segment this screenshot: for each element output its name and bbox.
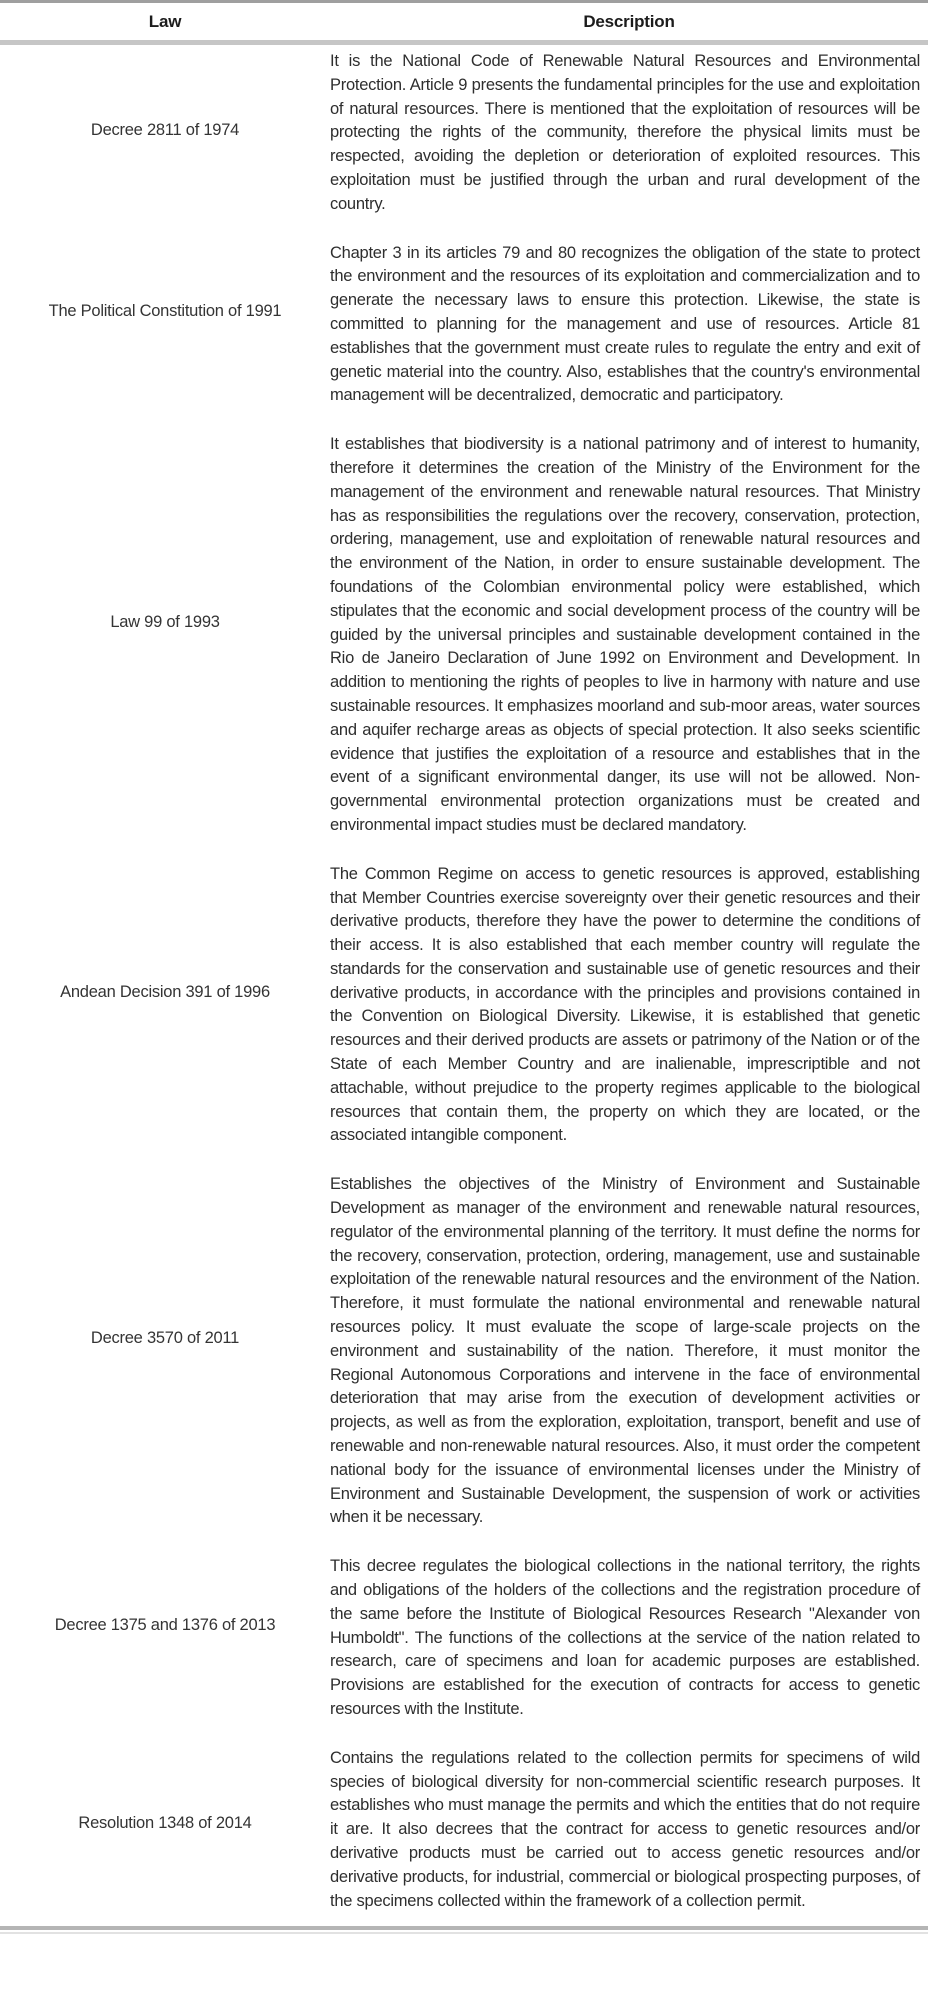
law-cell: Decree 2811 of 1974: [90, 120, 240, 139]
law-cell: Resolution 1348 of 2014: [78, 1814, 252, 1833]
table-row: [0, 838, 928, 1149]
description-cell: Chapter 3 in its articles 79 and 80 recognizes the obligation of the state to protect the environment and the resources of its exploitation and commercialization and to generate the necessary laws to ensure this protection. Likewise, the state is committed to planning for the management and use of resources. Article 81 establishes that the government must create rules to regulate the entry and exit of genetic material into the country. Also, establishes that the country's environmental management will be decentralized, democratic and participatory.: [330, 243, 920, 405]
table-bottom-rule-shadow: [0, 1932, 928, 1934]
table-row: [0, 1722, 928, 1927]
table-row: [0, 408, 928, 838]
table-header-row: [0, 3, 928, 43]
description-cell: It establishes that biodiversity is a national patrimony and of interest to humanity, therefore it determines the creation of the Ministry of the Environment for the management of the environment and renewable natural resources. That Ministry has as responsibilities the regulations over the recovery, conservation, protection, ordering, management, use and exploitation of renewable natural resources and the environment of the Nation, in order to ensure sustainable development. The foundations of the Colombian environmental policy were established, which stipulates that the economic and social development process of the country will be guided by the universal principles and sustainable development contained in the Rio de Janeiro Declaration of June 1992 on Environment and Development. In addition to mentioning the rights of peoples to live in harmony with nature and use sustainable resources. It emphasizes moorland and sub-moor areas, water sources and aquifer recharge areas as objects of special protection. It also seeks scientific evidence that justifies the exploitation of a resource and establishes that in the event of a significant environmental danger, its use will not be allowed. Non-governmental environmental protection organizations must be created and environmental impact studies must be declared mandatory.: [330, 435, 920, 834]
column-header-law: Law: [0, 3, 330, 43]
description-cell: The Common Regime on access to genetic resources is approved, establishing that Member Countries exercise sovereignty over their genetic resources and their derivative products, therefore they have the power to determine the conditions of their access. It is also established that each member country will regulate the standards for the conservation and sustainable use of genetic resources and their derivative products, in accordance with the principles and provisions contained in the Convention on Biological Diversity. Likewise, it is established that genetic resources and their derived products are assets or patrimony of the Nation or of the State of each Member Country and are inalienable, imprescriptible and not attachable, without prejudice to the property regimes applicable to the biological resources that contain them, the property on which they are located, or the associated intangible component.: [330, 864, 920, 1145]
description-cell: This decree regulates the biological collections in the national territory, the rights and obligations of the holders of the collections and the registration procedure of the same before the Institute of Biological Resources Research "Alexander von Humboldt". The functions of the collections at the service of the nation related to research, care of specimens and loan for academic purposes are established. Provisions are established for the execution of contracts for access to genetic resources with the Institute.: [330, 1557, 920, 1718]
column-header-description: Description: [330, 3, 928, 43]
description-cell: Establishes the objectives of the Ministry of Environment and Sustainable Development as manager of the environment and renewable natural resources, regulator of the environmental planning of the territory. It must define the norms for the recovery, conservation, protection, ordering, management, use and sustainable exploitation of the renewable natural resources and the environment of the Nation. Therefore, it must formulate the national environmental and renewable natural resources policy. It must evaluate the scope of large-scale projects on the environment and sustainability of the nation. Therefore, it must monitor the Regional Autonomous Corporations and intervene in the face of environmental deterioration that may arise from the execution of development activities or projects, as well as from the exploration, exploitation, transport, benefit and use of renewable and non-renewable natural resources. Also, it must order the competent national body for the issuance of environmental licenses under the Ministry of Environment and Sustainable Development, the suspension of work or activities when it be necessary.: [330, 1175, 920, 1527]
law-cell: Decree 1375 and 1376 of 2013: [54, 1616, 276, 1635]
table-bottom-rule: [0, 1926, 928, 1930]
table-row: [0, 1148, 928, 1530]
laws-table: [0, 3, 928, 1926]
law-cell: Law 99 of 1993: [110, 613, 220, 632]
table-row: [0, 217, 928, 409]
law-cell: Decree 3570 of 2011: [90, 1329, 240, 1348]
table-row: [0, 43, 928, 217]
table-row: [0, 1530, 928, 1722]
description-cell: It is the National Code of Renewable Natural Resources and Environmental Protection. Article 9 presents the fundamental principles for the use and exploitation of natural resources. There is mentioned that the exploitation of resources will be protecting the rights of the community, therefore the physical limits must be respected, avoiding the depletion or deterioration of exploited resources. This exploitation must be justified through the urban and rural development of the country.: [330, 52, 920, 213]
description-cell: Contains the regulations related to the collection permits for specimens of wild species of biological diversity for non-commercial scientific research purposes. It establishes who must manage the permits and which the entities that do not require it are. It also decrees that the contract for access to genetic resources and/or derivative products must be carried out to access genetic resources and/or derivative products, for industrial, commercial or biological prospecting purposes, of the specimens collected within the framework of a collection permit.: [330, 1748, 920, 1910]
law-cell: Andean Decision 391 of 1996: [60, 983, 270, 1002]
law-cell: The Political Constitution of 1991: [48, 302, 282, 321]
